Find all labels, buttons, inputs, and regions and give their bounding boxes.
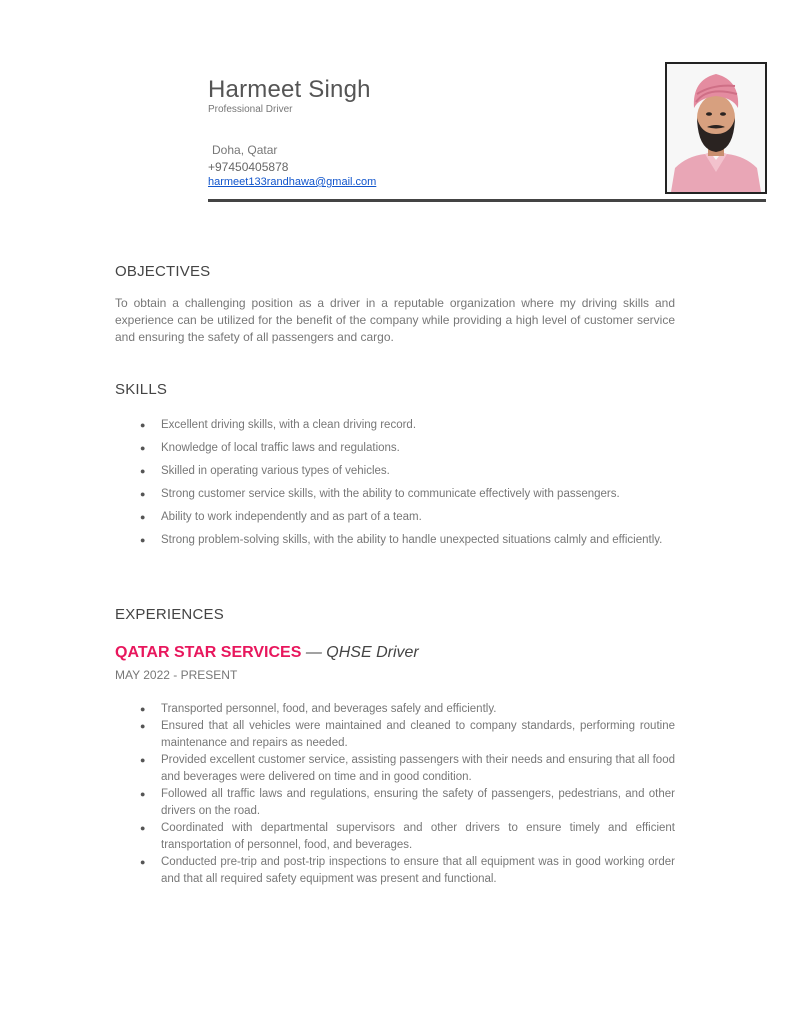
duty-item <box>115 786 675 820</box>
skill-item <box>115 414 675 437</box>
job-separator: — <box>301 644 327 661</box>
skill-item <box>115 506 675 529</box>
bullet-icon: ● <box>140 512 146 522</box>
location-text: Doha, Qatar <box>212 143 278 157</box>
bullet-icon: ● <box>140 823 146 833</box>
job-dates: MAY 2022 - PRESENT <box>115 668 238 682</box>
duty-item <box>115 854 675 888</box>
job-title-line <box>115 644 419 662</box>
email-link[interactable]: harmeet133randhawa@gmail.com <box>208 176 377 188</box>
bullet-icon: ● <box>140 535 146 545</box>
duty-item <box>115 701 675 718</box>
skill-text: Knowledge of local traffic laws and regulations. <box>161 442 400 454</box>
duty-text: Provided excellent customer service, assisting passengers with their needs and ensuring that all food and beverages were delivered on time and in good condition. <box>161 754 675 783</box>
skills-list <box>115 414 675 552</box>
section-heading-experiences: EXPERIENCES <box>115 606 224 623</box>
bullet-icon: ● <box>140 443 146 453</box>
bullet-icon: ● <box>140 704 146 714</box>
candidate-title: Professional Driver <box>208 104 293 115</box>
bullet-icon: ● <box>140 789 146 799</box>
bullet-icon: ● <box>140 857 146 867</box>
skill-item <box>115 483 675 506</box>
duty-text: Coordinated with departmental supervisors and other drivers to ensure timely and efficient transportation of personnel, food, and beverages. <box>161 822 675 851</box>
section-heading-skills: SKILLS <box>115 381 168 398</box>
duty-text: Transported personnel, food, and beverages safely and efficiently. <box>161 703 497 715</box>
section-heading-objectives: OBJECTIVES <box>115 263 211 280</box>
skill-text: Strong problem-solving skills, with the ability to handle unexpected situations calmly and efficiently. <box>161 534 663 546</box>
duty-item <box>115 718 675 752</box>
bullet-icon: ● <box>140 721 146 731</box>
skill-item <box>115 437 675 460</box>
duty-item <box>115 820 675 854</box>
objectives-text: To obtain a challenging position as a driver in a reputable organization where my driving skills and experience can be utilized for the benefit of the company while providing a high level of customer service and ensuring the safety of all passengers and cargo. <box>115 296 675 344</box>
skill-item <box>115 460 675 483</box>
bullet-icon: ● <box>140 420 146 430</box>
duty-text: Followed all traffic laws and regulations, ensuring the safety of passengers, pedestrians, and other drivers on the road. <box>161 788 675 817</box>
profile-photo <box>665 62 767 194</box>
header-divider <box>208 199 766 202</box>
duty-item <box>115 752 675 786</box>
phone-number: +97450405878 <box>208 160 289 174</box>
skill-text: Ability to work independently and as part of a team. <box>161 511 422 523</box>
job-duties-list <box>115 701 675 888</box>
candidate-name: Harmeet Singh <box>208 76 371 103</box>
bullet-icon: ● <box>140 466 146 476</box>
skill-text: Strong customer service skills, with the ability to communicate effectively with passengers. <box>161 488 620 500</box>
skill-item <box>115 529 675 552</box>
bullet-icon: ● <box>140 489 146 499</box>
company-name: QATAR STAR SERVICES <box>115 644 302 661</box>
skill-text: Skilled in operating various types of vehicles. <box>161 465 390 477</box>
duty-text: Conducted pre-trip and post-trip inspections to ensure that all equipment was in good working order and that all required safety equipment was present and functional. <box>161 856 675 885</box>
portrait-illustration <box>667 64 765 192</box>
job-role: QHSE Driver <box>326 644 419 661</box>
bullet-icon: ● <box>140 755 146 765</box>
skill-text: Excellent driving skills, with a clean driving record. <box>161 419 417 431</box>
duty-text: Ensured that all vehicles were maintained and cleaned to company standards, performing routine maintenance and repairs as needed. <box>161 720 675 749</box>
